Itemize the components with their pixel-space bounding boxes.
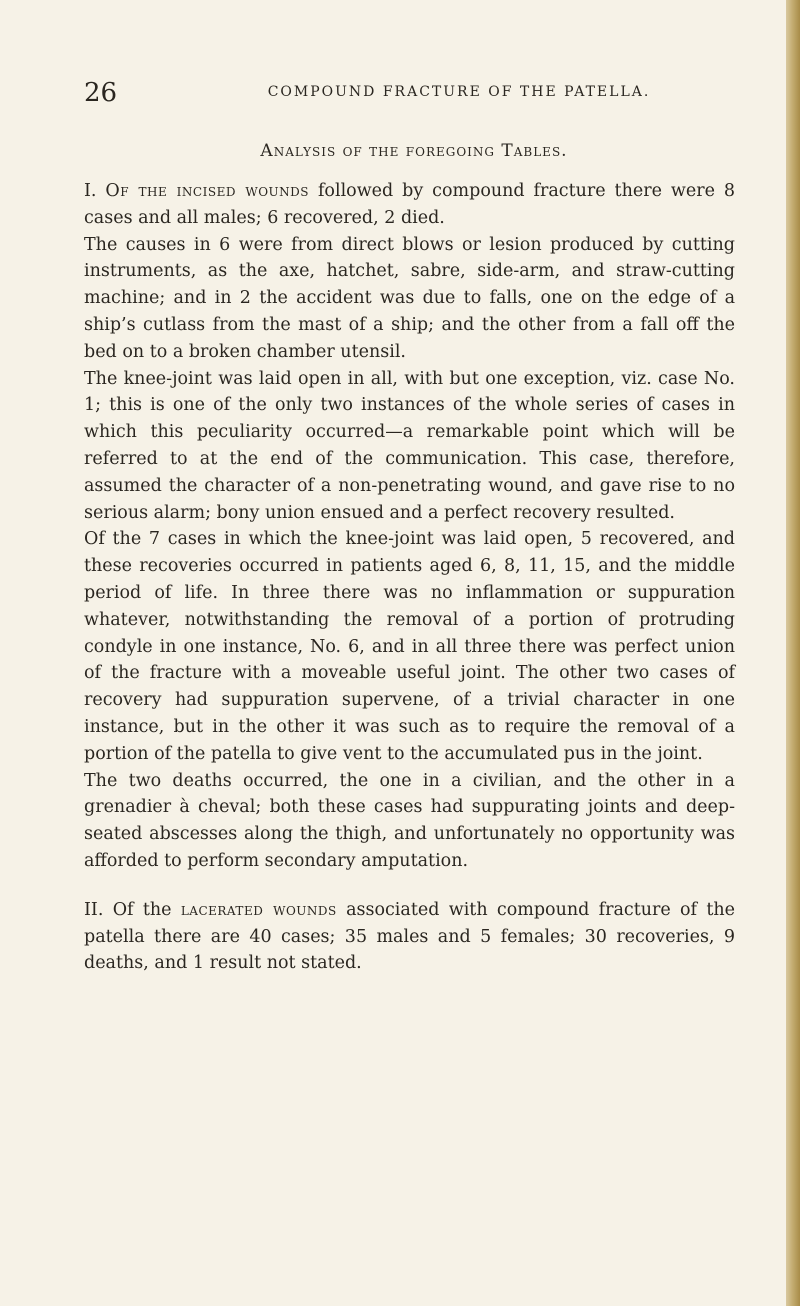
section-pre: Of the bbox=[112, 899, 172, 920]
paragraph: Of the 7 cases in which the knee-joint was laid open, 5 recovered, and these recoveries occurred in patients aged 6, 8, 11, 15, and the middle period of life. In three there was no inflammation or suppuration whatever, notwithstanding the removal of a portion of protruding condyle in one instance, No. 6, and in all three there was perfect union of the fracture with a moveable useful joint. The other two cases of recovery had suppuration supervene, of a trivial character in one instance, but in the other it was such as to require the removal of a portion of the patella to give vent to the accumulated pus in the joint. bbox=[84, 529, 735, 764]
paragraph: The knee-joint was laid open in all, with but one exception, viz. case No. 1; this is one of the only two instances of the whole series of cases in which this peculiarity occurred—a remarkable point which will be referred to at the end of the communication. This case, therefore, assumed the character of a non-penetrating wound, and gave rise to no serious alarm; bony union ensued and a perfect recovery resulted. bbox=[84, 368, 735, 523]
section-lead: lacerated wounds bbox=[180, 899, 337, 920]
paragraph: The two deaths occurred, the one in a civilian, and the other in a grenadier à cheval; both these cases had suppurating joints and deep-seated abscesses along the thigh, and unfortunately no opportunity was afforded to perform secondary amputation. bbox=[84, 770, 735, 871]
body-text bbox=[84, 178, 735, 977]
running-head bbox=[84, 78, 734, 108]
paragraph-text: associated with compound fracture of the patella there are 40 cases; 35 males and 5 females; 30 recoveries, 9 deaths, and 1 result not stated. bbox=[84, 899, 735, 974]
paragraph-text: followed by compound fracture there were 8 cases and all males; 6 recovered, 2 died. bbox=[84, 181, 735, 228]
page-number: 26 bbox=[84, 78, 118, 108]
paragraph bbox=[84, 178, 735, 232]
page-edge bbox=[786, 0, 800, 1306]
paragraph: The causes in 6 were from direct blows or lesion produced by cutting instruments, as the axe, hatchet, sabre, side-arm, and straw-cutting machine; and in 2 the accident was due to falls, one on the edge of a ship’s cutlass from the mast of a ship; and the other from a fall off the bed on to a broken chamber utensil. bbox=[84, 234, 735, 362]
section-heading: Analysis of the foregoing Tables. bbox=[260, 141, 568, 161]
section-gap bbox=[84, 875, 735, 897]
section-lead: Of the incised wounds bbox=[105, 181, 310, 201]
paragraph bbox=[84, 897, 735, 977]
header-title: COMPOUND FRACTURE OF THE PATELLA. bbox=[267, 84, 651, 100]
section-numeral: II. bbox=[84, 899, 104, 920]
section-numeral: I. bbox=[84, 181, 97, 201]
